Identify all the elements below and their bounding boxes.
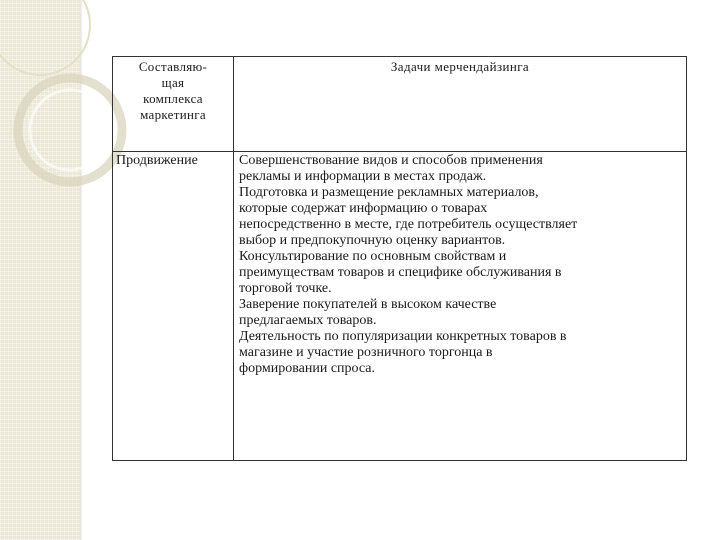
decorative-circles-icon [0, 0, 130, 200]
task-line: выбор и предпокупочную оценку вариантов. [239, 233, 506, 248]
task-line: Подготовка и размещение рекламных материалов, [239, 185, 539, 200]
header-left-line: щая [161, 75, 185, 90]
task-line: Совершенствование видов и способов применения [239, 153, 543, 168]
task-line: Консультирование по основным свойствам и [239, 249, 507, 264]
merchandising-table [112, 56, 687, 461]
task-line: Деятельность по популяризации конкретных товаров в [239, 329, 567, 344]
task-line: непосредственно в месте, где потребитель осуществляет [239, 217, 578, 232]
header-cell-component [113, 59, 233, 123]
header-cell-tasks: Задачи мерчендайзинга [390, 59, 530, 74]
task-line: рекламы и информации в местах продаж. [239, 169, 487, 184]
column-divider [233, 57, 234, 460]
task-line: которые содержат информацию о товарах [239, 201, 488, 216]
table-row [113, 152, 686, 460]
task-line: магазине и участие розничного торгонца в [239, 345, 493, 360]
header-left-line: маркетинга [140, 107, 206, 122]
header-left-line: комплекса [143, 91, 203, 106]
row-cell-tasks [239, 153, 681, 377]
task-line: формировании спроса. [239, 361, 375, 376]
header-left-line: Составляю- [138, 59, 208, 74]
task-line: торговой точке. [239, 281, 332, 296]
task-line: предлагаемых товаров. [239, 313, 377, 328]
task-line: преимуществам товаров и специфике обслуживания в [239, 265, 562, 280]
row-cell-component: Продвижение [116, 153, 198, 168]
table-header-row [113, 57, 686, 152]
task-line: Заверение покупателей в высоком качестве [239, 297, 497, 312]
